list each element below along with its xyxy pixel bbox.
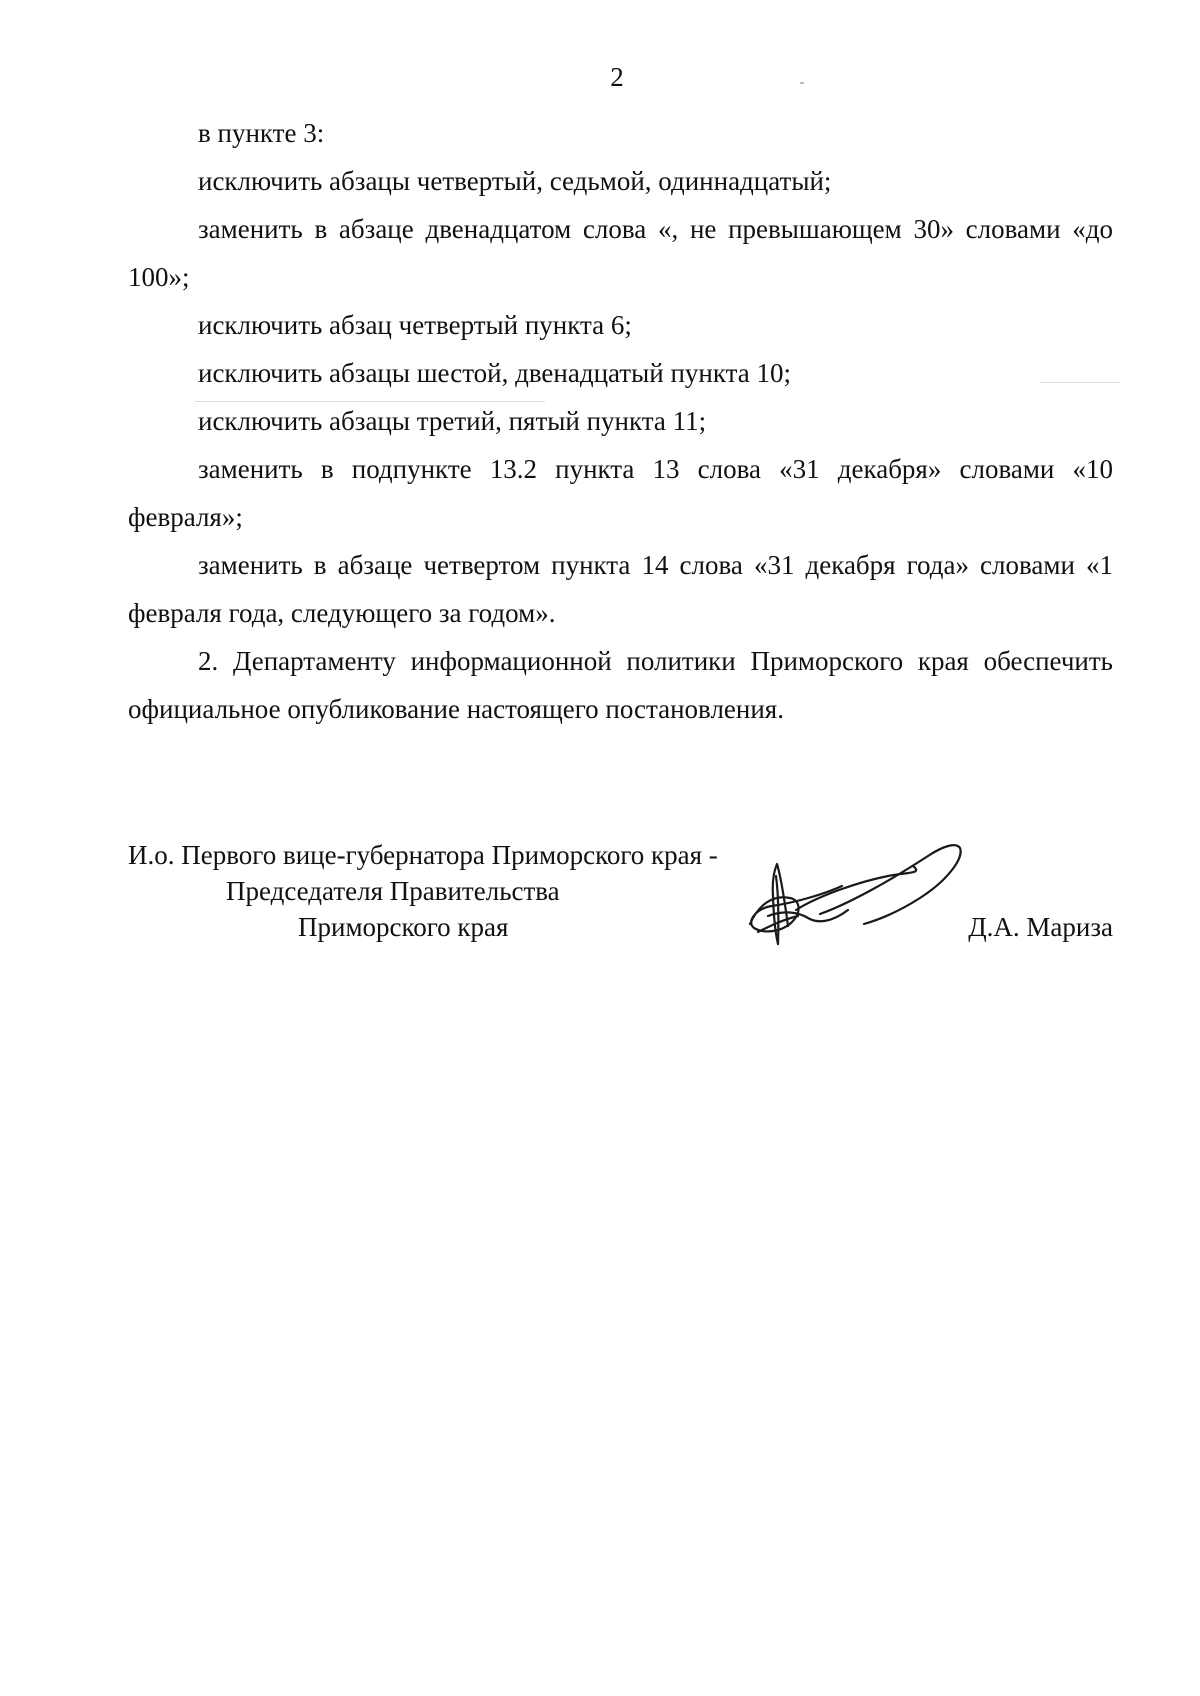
paragraph: исключить абзацы четвертый, седьмой, одиннадцатый; <box>198 166 832 196</box>
scan-artifact <box>195 401 545 402</box>
paragraph: заменить в подпункте 13.2 пункта 13 слова «31 декабря» словами «10 февраля»; <box>128 454 1113 532</box>
handwritten-signature <box>738 836 968 956</box>
paragraph: исключить абзацы шестой, двенадцатый пункта 10; <box>198 358 791 388</box>
scan-artifact <box>1040 382 1120 383</box>
paragraph: в пункте 3: <box>198 118 325 148</box>
document-body <box>128 109 1113 733</box>
paragraph: исключить абзацы третий, пятый пункта 11; <box>198 406 707 436</box>
paragraph: заменить в абзаце двенадцатом слова «, не превышающем 30» словами «до 100»; <box>128 214 1113 292</box>
scan-artifact <box>800 82 804 84</box>
signatory-title-line: Приморского края <box>298 912 509 942</box>
paragraph: заменить в абзаце четвертом пункта 14 слова «31 декабря года» словами «1 февраля года, следующего за годом». <box>128 550 1113 628</box>
signatory-name: Д.А. Мариза <box>968 912 1113 942</box>
signatory-title-line: Председателя Правительства <box>226 876 560 906</box>
paragraph: исключить абзац четвертый пункта 6; <box>198 310 632 340</box>
signatory-title-line: И.о. Первого вице-губернатора Приморского края - <box>128 840 718 870</box>
paragraph: 2. Департаменту информационной политики Приморского края обеспечить официальное опубликование настоящего постановления. <box>128 646 1113 724</box>
page-number: 2 <box>610 62 624 92</box>
